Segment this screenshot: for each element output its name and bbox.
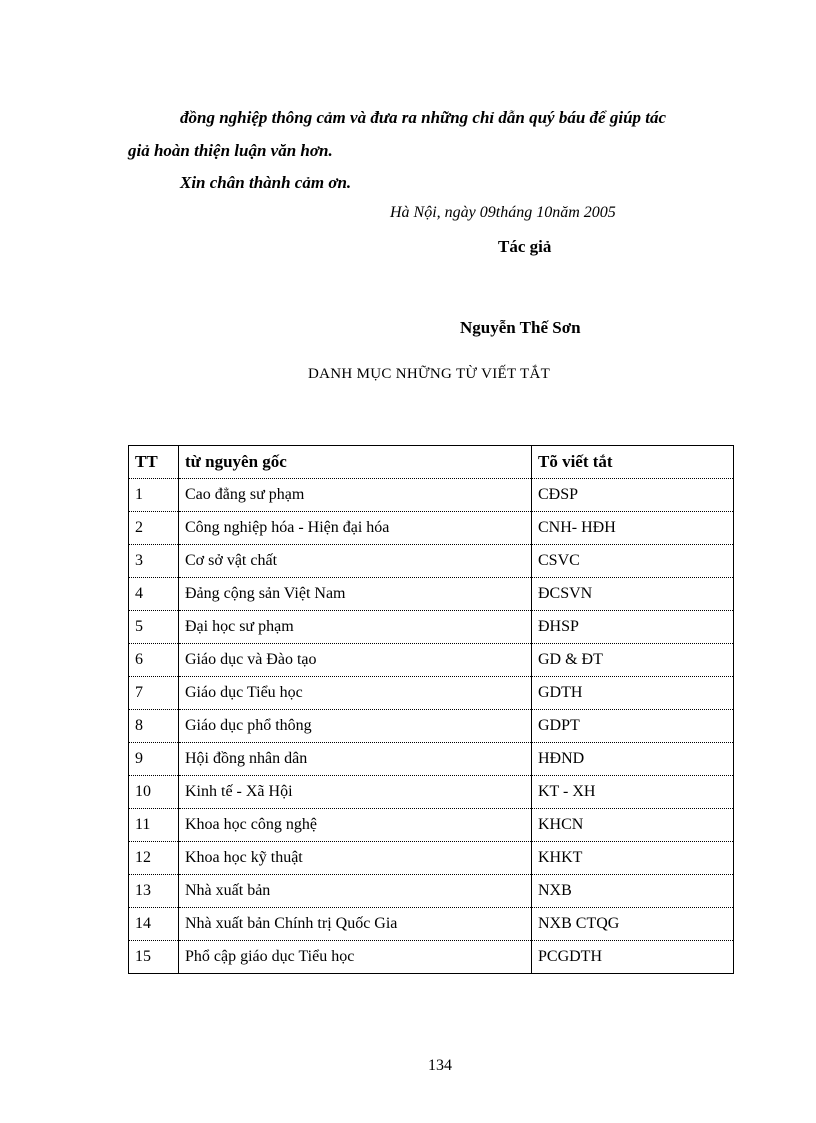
table-row <box>129 776 734 809</box>
abbreviation: KHCN <box>532 809 734 842</box>
table-row <box>129 479 734 512</box>
header-tt: TT <box>129 446 179 479</box>
row-number: 12 <box>129 842 179 875</box>
original-term: Công nghiệp hóa - Hiện đại hóa <box>179 512 532 545</box>
header-abbreviation: Tõ viết tắt <box>532 446 734 479</box>
original-term: Kinh tế - Xã Hội <box>179 776 532 809</box>
date-line: Hà Nội, ngày 09tháng 10năm 2005 <box>390 204 616 221</box>
abbreviation: HĐND <box>532 743 734 776</box>
row-number: 13 <box>129 875 179 908</box>
table-row <box>129 941 734 974</box>
table-row <box>129 875 734 908</box>
row-number: 6 <box>129 644 179 677</box>
abbreviation: PCGDTH <box>532 941 734 974</box>
row-number: 4 <box>129 578 179 611</box>
header-original-term: từ nguyên gốc <box>179 446 532 479</box>
table-body <box>129 479 734 974</box>
original-term: Giáo dục Tiểu học <box>179 677 532 710</box>
row-number: 7 <box>129 677 179 710</box>
table-row <box>129 644 734 677</box>
table-row <box>129 908 734 941</box>
row-number: 10 <box>129 776 179 809</box>
row-number: 3 <box>129 545 179 578</box>
row-number: 11 <box>129 809 179 842</box>
abbreviation: GDPT <box>532 710 734 743</box>
abbreviation: ĐCSVN <box>532 578 734 611</box>
original-term: Phổ cập giáo dục Tiểu học <box>179 941 532 974</box>
table-row <box>129 842 734 875</box>
author-name: Nguyễn Thế Sơn <box>460 318 581 337</box>
table-header-row <box>129 446 734 479</box>
abbreviation: NXB <box>532 875 734 908</box>
row-number: 1 <box>129 479 179 512</box>
table-row <box>129 578 734 611</box>
row-number: 5 <box>129 611 179 644</box>
table-row <box>129 809 734 842</box>
original-term: Giáo dục và Đào tạo <box>179 644 532 677</box>
page-number: 134 <box>428 1057 452 1074</box>
row-number: 9 <box>129 743 179 776</box>
abbreviation: NXB CTQG <box>532 908 734 941</box>
abbreviation: GD & ĐT <box>532 644 734 677</box>
abbreviation: GDTH <box>532 677 734 710</box>
abbreviation: CNH- HĐH <box>532 512 734 545</box>
abbreviation-table <box>128 445 734 974</box>
abbreviation: CSVC <box>532 545 734 578</box>
row-number: 15 <box>129 941 179 974</box>
table-row <box>129 512 734 545</box>
abbreviation: CĐSP <box>532 479 734 512</box>
original-term: Khoa học kỹ thuật <box>179 842 532 875</box>
author-label: Tác giả <box>498 237 552 256</box>
original-term: Giáo dục phổ thông <box>179 710 532 743</box>
abbreviation: KT - XH <box>532 776 734 809</box>
original-term: Đại học sư phạm <box>179 611 532 644</box>
original-term: Cao đẳng sư phạm <box>179 479 532 512</box>
paragraph-line: giả hoàn thiện luận văn hơn. <box>128 141 333 160</box>
original-term: Nhà xuất bản Chính trị Quốc Gia <box>179 908 532 941</box>
paragraph-line: đồng nghiệp thông cảm và đưa ra những chỉ dẫn quý báu để giúp tác <box>180 108 667 127</box>
thanks-line: Xin chân thành cảm ơn. <box>180 173 352 192</box>
row-number: 14 <box>129 908 179 941</box>
table-row <box>129 743 734 776</box>
row-number: 2 <box>129 512 179 545</box>
table-row <box>129 710 734 743</box>
table-row <box>129 545 734 578</box>
original-term: Nhà xuất bản <box>179 875 532 908</box>
abbreviation-list-title: DANH MỤC NHỮNG TỪ VIẾT TẮT <box>308 366 551 382</box>
abbreviation: KHKT <box>532 842 734 875</box>
abbreviation: ĐHSP <box>532 611 734 644</box>
original-term: Đảng cộng sản Việt Nam <box>179 578 532 611</box>
original-term: Hội đồng nhân dân <box>179 743 532 776</box>
original-term: Cơ sở vật chất <box>179 545 532 578</box>
original-term: Khoa học công nghệ <box>179 809 532 842</box>
table-row <box>129 677 734 710</box>
row-number: 8 <box>129 710 179 743</box>
table-row <box>129 611 734 644</box>
